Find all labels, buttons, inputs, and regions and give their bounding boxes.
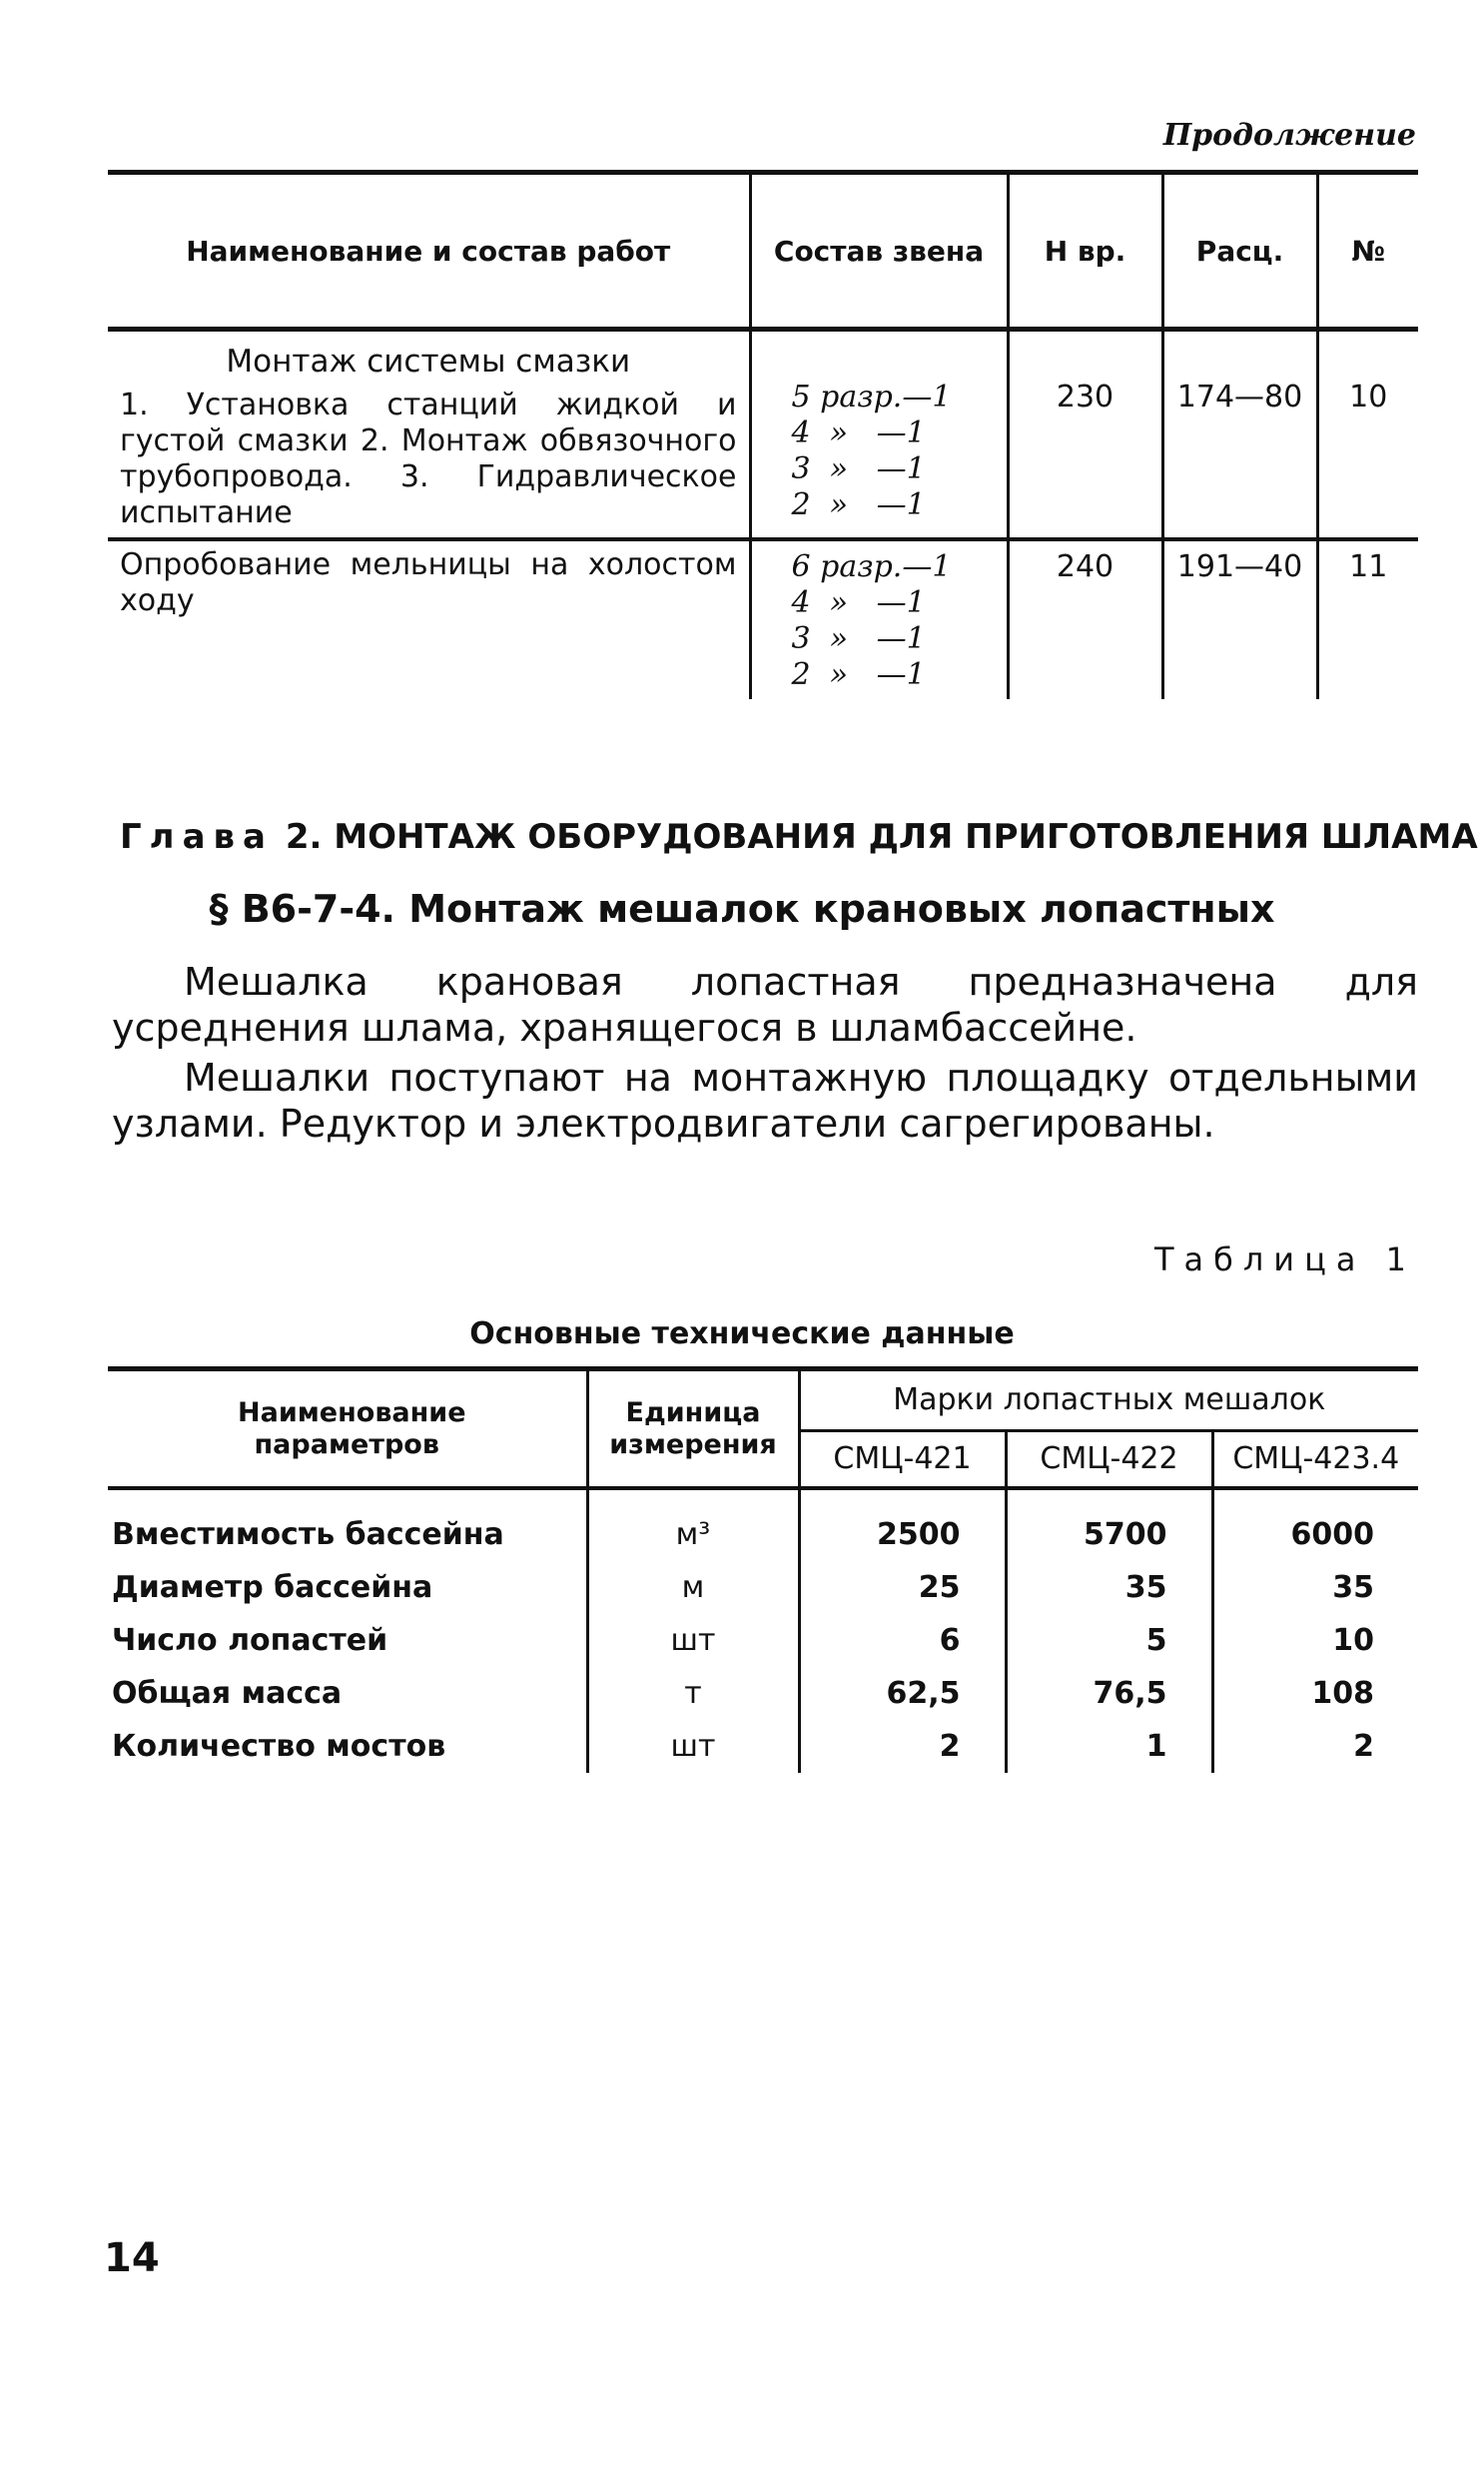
value-cell: 108 [1212,1667,1418,1720]
header-work: Наименование и состав работ [108,173,750,330]
chapter-heading [120,817,1478,857]
work-description [108,330,750,540]
value-cell: 2500 [799,1488,1006,1561]
header-brand: СМЦ-423.4 [1212,1431,1418,1489]
row-number: 10 [1317,330,1418,540]
table-row [108,539,1418,699]
param-unit: шт [587,1720,799,1773]
chapter-prefix: Глава [120,817,274,857]
paragraph: Мешалки поступают на монтажную площадку отдельными узлами. Редуктор и электродвигатели сагрегированы. [112,1056,1418,1146]
param-name: Диаметр бассейна [112,1570,433,1605]
table-row [108,1667,1418,1720]
value-cell: 2 [799,1720,1006,1773]
row-number: 11 [1317,539,1418,699]
paragraph: Мешалка крановая лопастная предназначена для усреднения шлама, хранящегося в шламбассейне. [112,960,1418,1050]
header-rate: Расц. [1162,173,1317,330]
work-description [108,539,750,699]
rate: 174—80 [1162,330,1317,540]
row-description: 1. Установка станций жидкой и густой смазки 2. Монтаж обвязочного трубопровода. 3. Гидравлическое испытание [120,388,737,530]
header-param: Наименование параметров [108,1369,587,1489]
table-header-row [108,1369,1418,1431]
crew-composition: 5 разр.—1 4 » —1 3 » —1 2 » —1 [750,330,1008,540]
value-cell: 35 [1212,1561,1418,1614]
value-cell: 6 [799,1614,1006,1667]
table-row [108,1488,1418,1561]
param-unit: шт [587,1614,799,1667]
time-norm: 230 [1008,330,1162,540]
param-name: Общая масса [112,1676,343,1711]
header-brand: СМЦ-422 [1006,1431,1212,1489]
continuation-label: Продолжение [1162,118,1416,153]
work-norms-table [108,170,1418,699]
technical-data-table [108,1366,1418,1773]
table-header-row [108,173,1418,330]
section-heading: § В6-7-4. Монтаж мешалок крановых лопастных [209,887,1275,931]
table-title: Основные технические данные [469,1316,1015,1351]
value-cell: 76,5 [1006,1667,1212,1720]
header-brand: СМЦ-421 [799,1431,1006,1489]
table-row [108,1614,1418,1667]
param-unit: м [587,1561,799,1614]
header-unit: Единица измерения [587,1369,799,1489]
param-unit: м³ [587,1488,799,1561]
value-cell: 10 [1212,1614,1418,1667]
chapter-title: 2. МОНТАЖ ОБОРУДОВАНИЯ ДЛЯ ПРИГОТОВЛЕНИЯ ШЛАМА [285,817,1478,857]
table-row [108,330,1418,540]
rate: 191—40 [1162,539,1317,699]
param-name: Количество мостов [112,1729,446,1764]
header-brands-group: Марки лопастных мешалок [799,1369,1418,1431]
header-time-norm: Н вр. [1008,173,1162,330]
header-number: № [1317,173,1418,330]
table-row [108,1720,1418,1773]
value-cell: 35 [1006,1561,1212,1614]
time-norm: 240 [1008,539,1162,699]
value-cell: 6000 [1212,1488,1418,1561]
param-unit: т [587,1667,799,1720]
value-cell: 1 [1006,1720,1212,1773]
row-description: Опробование мельницы на холостом ходу [120,547,737,618]
header-crew: Состав звена [750,173,1008,330]
page-number: 14 [104,2235,160,2281]
crew-composition: 6 разр.—1 4 » —1 3 » —1 2 » —1 [750,539,1008,699]
value-cell: 62,5 [799,1667,1006,1720]
value-cell: 5 [1006,1614,1212,1667]
value-cell: 25 [799,1561,1006,1614]
value-cell: 2 [1212,1720,1418,1773]
table-row [108,1561,1418,1614]
param-name: Число лопастей [112,1623,388,1658]
table-caption: Таблица 1 [1153,1240,1416,1278]
value-cell: 5700 [1006,1488,1212,1561]
param-name: Вместимость бассейна [112,1517,504,1552]
section-title: Монтаж системы смазки [226,344,631,380]
